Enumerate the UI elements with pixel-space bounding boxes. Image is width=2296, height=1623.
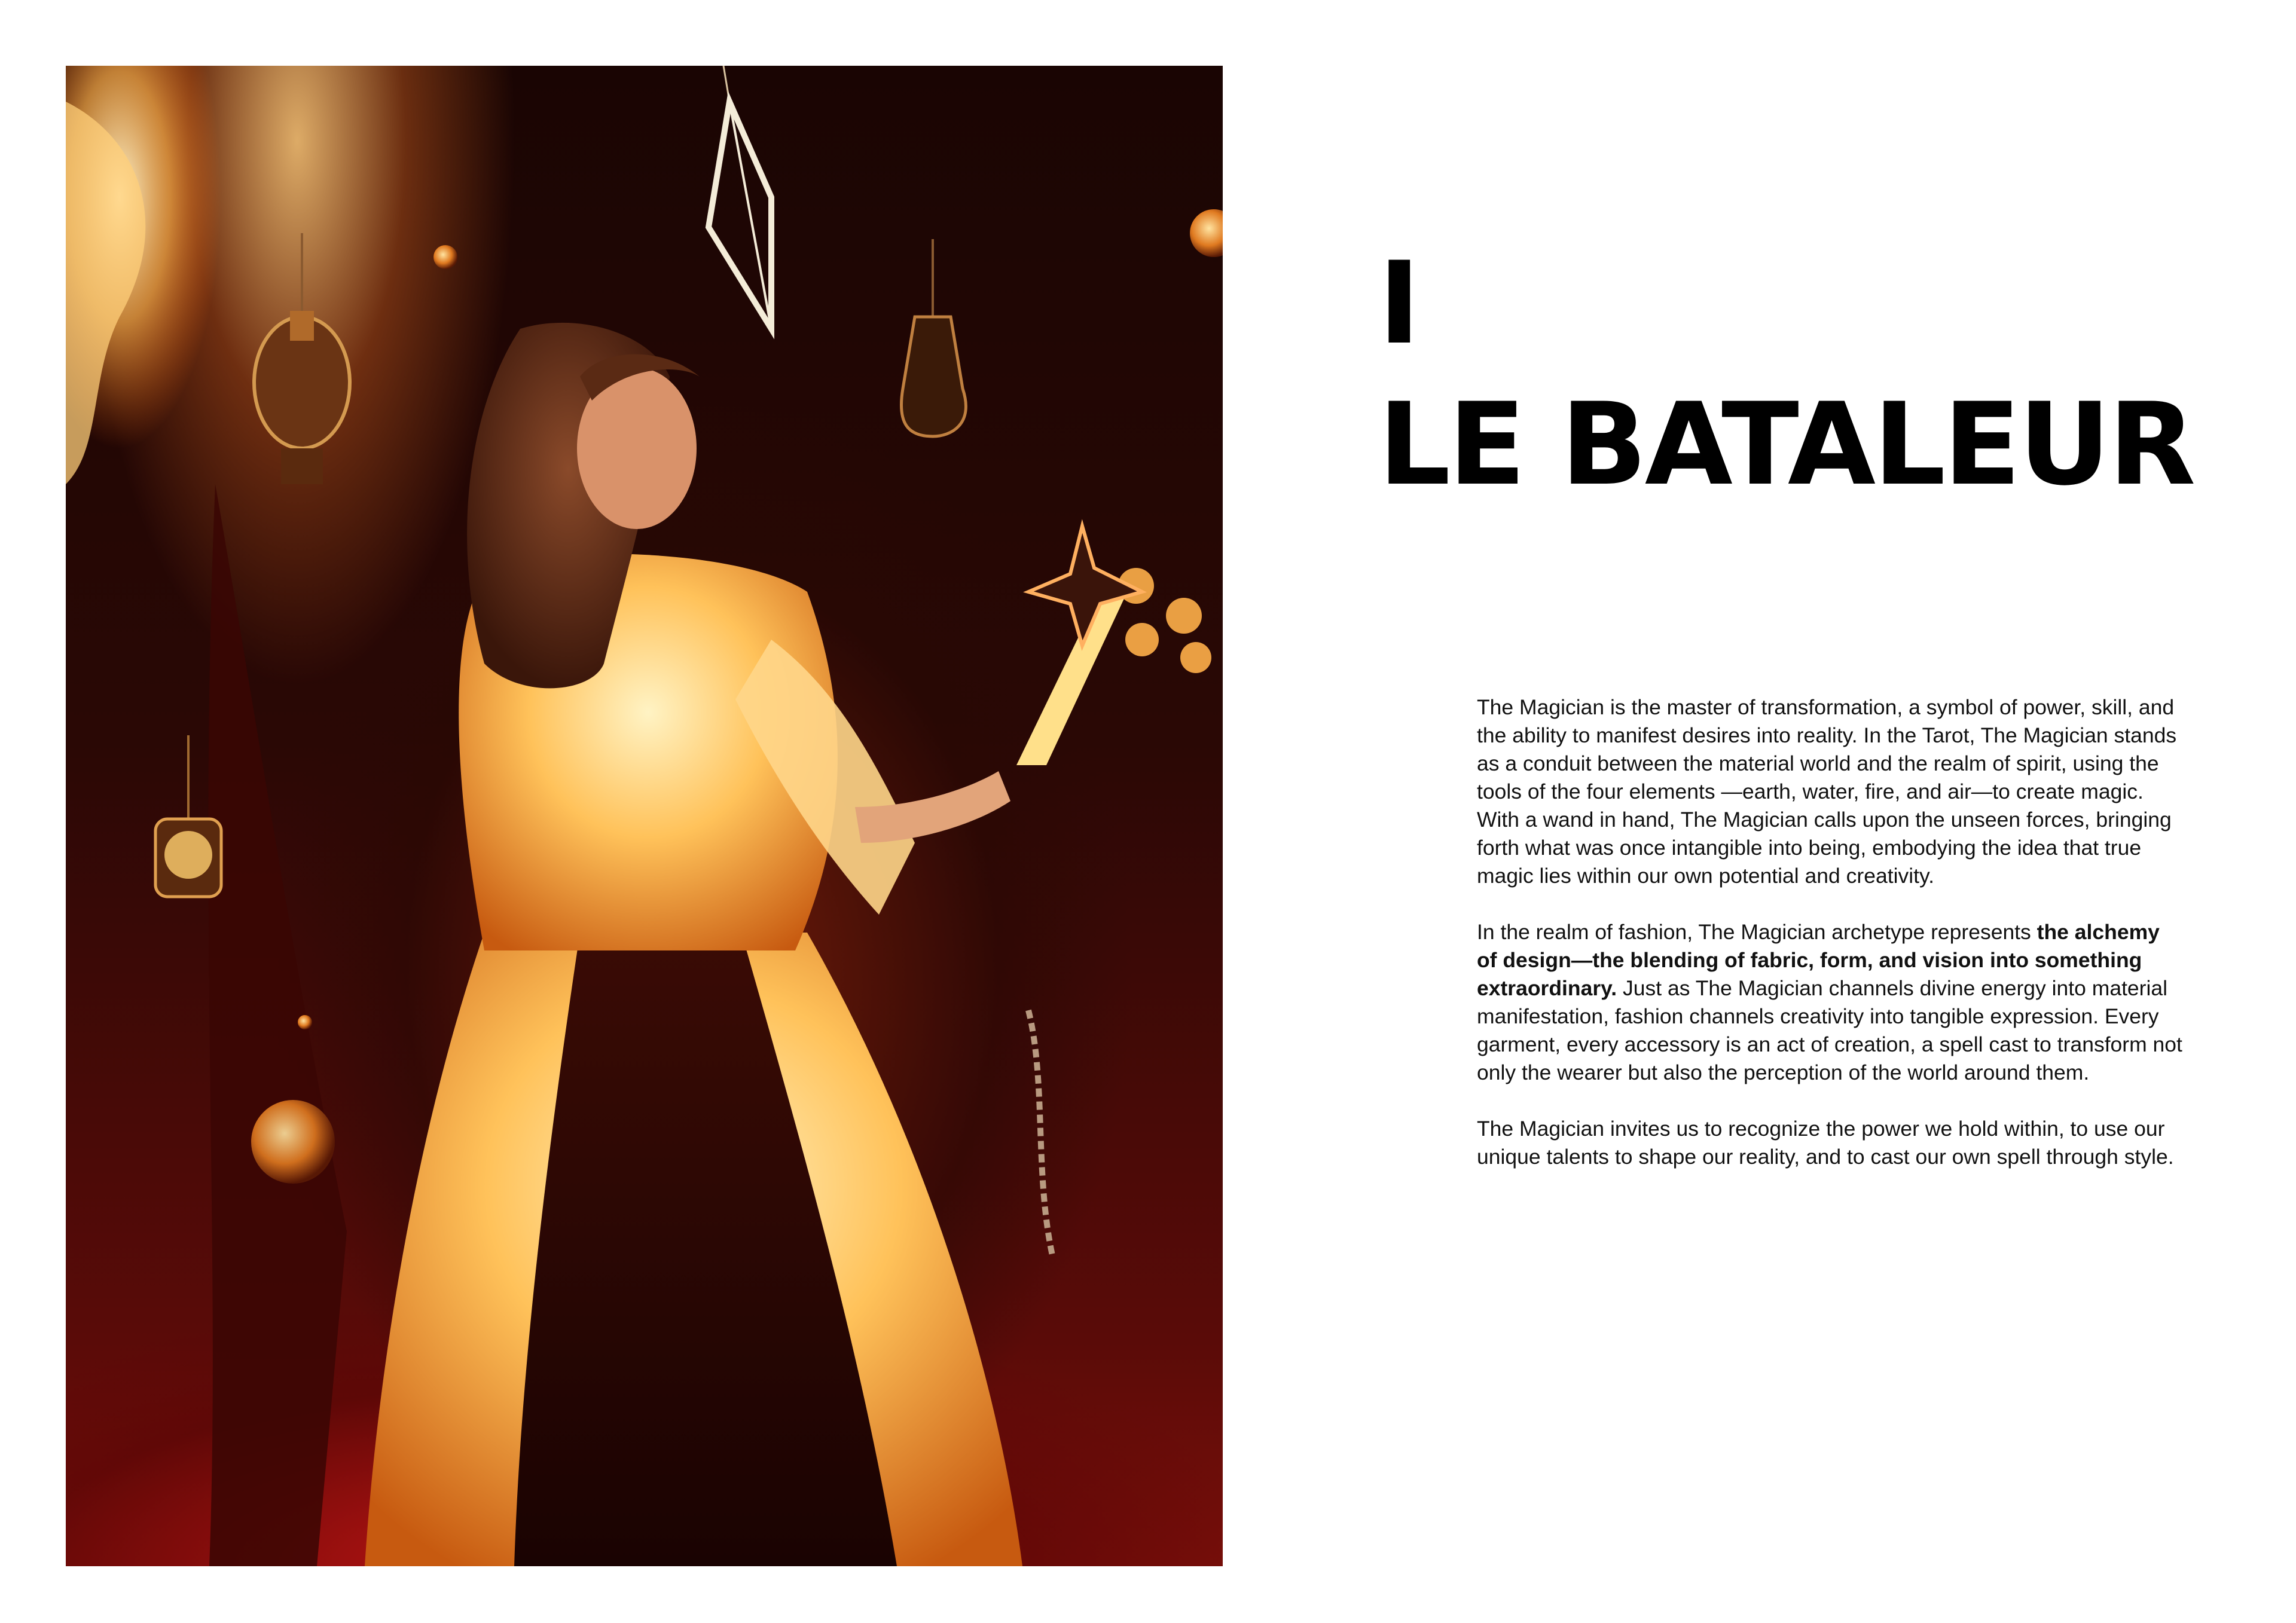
- paragraph-intro: The Magician is the master of transformation, a symbol of power, skill, and the ability to manifest desires into reality. In the Tarot, The Magician stands as a conduit between the material world and the realm of spirit, using the tools of the four elements —earth, water, fire, and air—to create magic. With a wand in hand, The Magician calls upon the unseen forces, bringing forth what was once intangible into being, embodying the idea that true magic lies within our own potential and creativity.: [1477, 695, 2177, 888]
- arcana-numeral: I: [1378, 237, 1418, 369]
- paragraph-closing: The Magician invites us to recognize the power we hold within, to use our unique talents to shape our reality, and to cast our own spell through style.: [1477, 1117, 2174, 1169]
- crystal-ornament: [709, 66, 771, 329]
- article-body: [1477, 693, 2182, 1199]
- magician-portrait-image: [66, 66, 1223, 1566]
- paragraph-fashion-rest: Just as The Magician channels divine energy into material manifestation, fashion channels creativity into tangible expression. Every garment, every accessory is an act of creation, a spell cast to transform not only the wearer but also the perception of the world around them.: [1477, 976, 2182, 1084]
- star-wand: [1016, 526, 1142, 765]
- card-title: LE BATALEUR: [1378, 378, 2194, 511]
- hanging-bottle-left: [254, 233, 350, 484]
- paragraph-fashion: [1477, 918, 2182, 1087]
- page-heading: [1378, 233, 2193, 515]
- paragraph-fashion-lead: In the realm of fashion, The Magician archetype represents: [1477, 920, 2037, 944]
- hanging-bottle-right: [901, 239, 966, 436]
- paragraph-fashion-emphasis: the alchemy of design—the blending of fabric, form, and vision into something extraordinary.: [1477, 920, 2160, 1000]
- magician-photo: [66, 66, 1223, 1566]
